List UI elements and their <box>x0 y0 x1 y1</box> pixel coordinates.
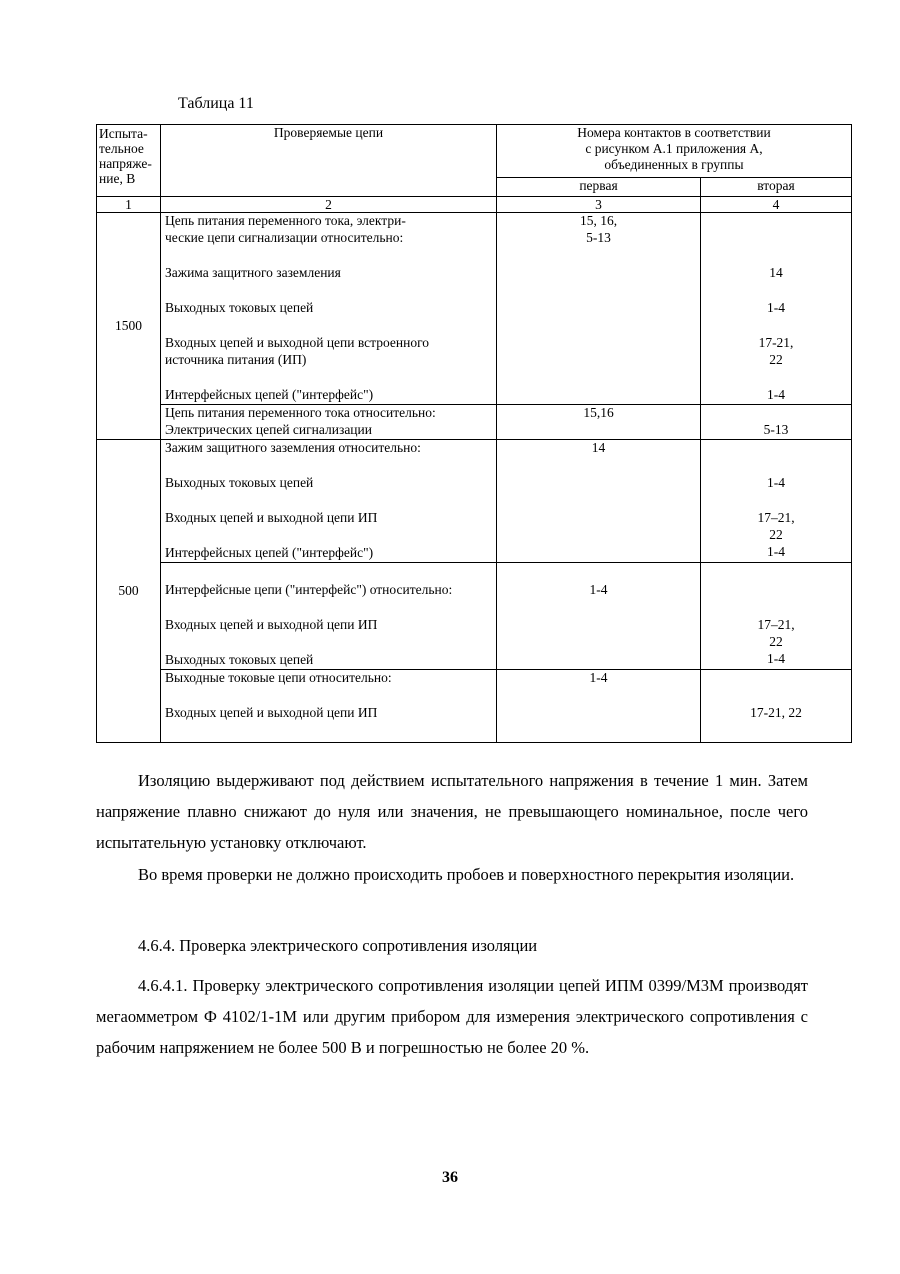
group-first-cell <box>497 405 701 440</box>
header-circuits: Проверяемые цепи <box>161 125 497 197</box>
contact-value: 1-4 <box>767 651 785 666</box>
circuit-line: Интерфейсные цепи ("интерфейс") относительно: <box>165 582 453 597</box>
header-contacts-line: объединенных в группы <box>604 157 744 172</box>
paragraph-test-duration: Изоляцию выдерживают под действием испытательного напряжения в течение 1 мин. Затем напряжение плавно снижают до нуля или значения, не превышающего номинальное, после чего испытательную установку отключают. <box>96 771 808 852</box>
circuit-line: Интерфейсных цепей ("интерфейс") <box>165 545 374 560</box>
circuit-line: Выходных токовых цепей <box>165 300 314 315</box>
header-voltage-line: Испыта- <box>99 126 148 141</box>
contact-value: 14 <box>591 440 606 455</box>
contact-value: 1-4 <box>767 544 785 559</box>
circuit-line: Выходных токовых цепей <box>165 475 314 490</box>
contact-value: 1-4 <box>767 387 785 402</box>
contact-value: 15, 16, <box>579 213 618 228</box>
header-voltage-line: тельное <box>99 141 144 156</box>
contact-value: 17–21, <box>757 510 795 525</box>
header-voltage <box>97 125 161 197</box>
header-contacts-line: Номера контактов в соответствии <box>577 125 771 140</box>
circuit-line: Зажима защитного заземления <box>165 265 341 280</box>
group-second-cell <box>701 405 852 440</box>
circuit-line: Цепь питания переменного тока, электри- <box>165 213 406 228</box>
header-voltage-line: ние, В <box>99 171 136 186</box>
column-number: 3 <box>497 197 701 213</box>
circuits-cell <box>161 670 497 743</box>
contact-value: 1-4 <box>767 300 785 315</box>
circuits-cell <box>161 405 497 440</box>
header-contacts-line: с рисунком А.1 приложения А, <box>585 141 763 156</box>
header-group-second: вторая <box>701 178 852 197</box>
contact-value: 1-4 <box>767 475 785 490</box>
table-header-row <box>97 125 852 178</box>
circuit-line: Зажим защитного заземления относительно: <box>165 440 421 455</box>
group-first-cell <box>497 213 701 405</box>
column-numbers-row <box>97 197 852 213</box>
contact-value: 22 <box>769 352 783 367</box>
circuit-line: Интерфейсных цепей ("интерфейс") <box>165 387 374 402</box>
voltage-cell: 1500 <box>97 213 161 440</box>
circuits-cell <box>161 563 497 670</box>
table-row <box>97 440 852 563</box>
contact-value: 14 <box>769 265 783 280</box>
paragraph-no-breakdown: Во время проверки не должно происходить пробоев и поверхностного перекрытия изоляции. <box>138 865 795 884</box>
circuits-cell <box>161 213 497 405</box>
circuit-line: Входных цепей и выходной цепи ИП <box>165 705 378 720</box>
circuit-line: Цепь питания переменного тока относительно: <box>165 405 436 420</box>
contact-value: 22 <box>769 634 783 649</box>
insulation-test-table <box>96 124 852 743</box>
circuit-line: Выходные токовые цепи относительно: <box>165 670 392 685</box>
contact-value: 1-4 <box>589 582 608 597</box>
contact-value: 17–21, <box>757 617 795 632</box>
column-number: 4 <box>701 197 852 213</box>
circuits-cell <box>161 440 497 563</box>
section-heading: 4.6.4. Проверка электрического сопротивления изоляции <box>138 936 538 955</box>
contact-value: 5-13 <box>763 422 789 437</box>
contact-value: 15,16 <box>583 405 614 420</box>
column-number: 2 <box>161 197 497 213</box>
header-contacts <box>497 125 852 178</box>
group-first-cell <box>497 440 701 563</box>
voltage-cell: 500 <box>97 440 161 743</box>
circuit-line: Электрических цепей сигнализации <box>165 422 372 437</box>
table-row <box>97 213 852 405</box>
group-second-cell <box>701 213 852 405</box>
circuit-line: ческие цепи сигнализации относительно: <box>165 230 404 245</box>
contact-value: 1-4 <box>589 670 608 685</box>
paragraph-resistance-check: 4.6.4.1. Проверку электрического сопротивления изоляции цепей ИПМ 0399/М3М производят мегаомметром Ф 4102/1-1М или другим прибором для измерения электрического сопротивления с рабочим напряжением не более 500 В и погрешностью не более 20 %. <box>96 976 808 1057</box>
group-first-cell <box>497 670 701 743</box>
contact-value: 17-21, <box>758 335 794 350</box>
group-second-cell <box>701 670 852 743</box>
circuit-line: источника питания (ИП) <box>165 352 307 367</box>
page-number: 36 <box>442 1169 458 1186</box>
circuit-line: Входных цепей и выходной цепи ИП <box>165 510 378 525</box>
group-second-cell <box>701 440 852 563</box>
circuit-line: Входных цепей и выходной цепи ИП <box>165 617 378 632</box>
circuit-line: Выходных токовых цепей <box>165 652 314 667</box>
table-row <box>97 670 852 743</box>
header-voltage-line: напряже- <box>99 156 152 171</box>
contact-value: 5-13 <box>586 230 611 245</box>
table-caption: Таблица 11 <box>178 95 254 112</box>
group-first-cell <box>497 563 701 670</box>
column-number: 1 <box>97 197 161 213</box>
circuit-line: Входных цепей и выходной цепи встроенного <box>165 335 430 350</box>
header-group-first: первая <box>497 178 701 197</box>
table-row <box>97 405 852 440</box>
contact-value: 22 <box>769 527 783 542</box>
table-row <box>97 563 852 670</box>
group-second-cell <box>701 563 852 670</box>
contact-value: 17-21, 22 <box>750 705 802 720</box>
